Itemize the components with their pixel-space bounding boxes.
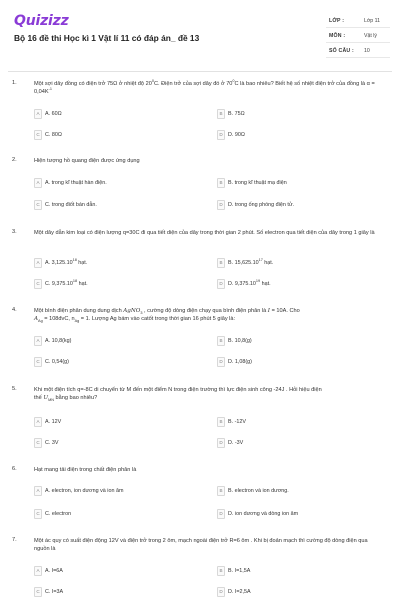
option-text: A. 3,125.10$^{18}$ hạt.: [45, 258, 88, 266]
option-letter-box: D: [217, 438, 225, 448]
meta-row-count: [326, 44, 390, 58]
option-text: A. 10,8(kg): [45, 338, 72, 344]
count-value: 10: [364, 48, 370, 54]
option-letter-box: B: [217, 566, 225, 576]
option-letter-box: B: [217, 258, 225, 268]
question-number: 3.: [12, 229, 17, 235]
option-text: D. 9,375.10$^{19}$ hạt.: [228, 279, 271, 287]
option-text: C. 80Ω: [45, 132, 62, 138]
question-text: [34, 307, 384, 324]
option-letter-box: A: [34, 417, 42, 427]
header-divider: [8, 71, 392, 72]
option-letter-box: D: [217, 509, 225, 519]
option-letter-box: D: [217, 357, 225, 367]
class-value: Lớp 11: [364, 18, 380, 24]
option-letter-box: C: [34, 200, 42, 210]
option-letter-box: C: [34, 509, 42, 519]
quizizz-logo: Quizizz: [14, 13, 69, 29]
option-text: A. 60Ω: [45, 111, 62, 117]
option-c[interactable]: [34, 279, 184, 291]
question-text: [34, 386, 384, 403]
option-a[interactable]: [34, 258, 184, 270]
option-text: C. trong điốt bán dẫn.: [45, 202, 97, 208]
meta-row-class: [326, 14, 390, 28]
option-b[interactable]: [217, 178, 367, 190]
page-title: Bộ 16 đề thi Học kì 1 Vật lí 11 có đáp án_ đề 13: [14, 33, 200, 43]
option-c[interactable]: [34, 200, 184, 212]
option-letter-box: A: [34, 566, 42, 576]
option-text: C. electron: [45, 511, 72, 517]
question-number: 5.: [12, 386, 17, 392]
option-b[interactable]: [217, 566, 367, 578]
worksheet-header: [0, 0, 400, 70]
option-text: A. I=6A: [45, 568, 63, 574]
option-text: C. I=3A: [45, 589, 64, 595]
question-text: Một dây dẫn kim loại có điện lượng q=30C đi qua tiết diện của dây trong thời gian 2 phút. Số electron qua tiết diện của dây trong 1 giây là: [34, 230, 375, 236]
option-letter-box: B: [217, 109, 225, 119]
option-a[interactable]: [34, 178, 184, 190]
option-d[interactable]: [217, 200, 367, 212]
option-letter-box: A: [34, 258, 42, 268]
option-letter-box: D: [217, 200, 225, 210]
option-letter-box: C: [34, 357, 42, 367]
option-b[interactable]: [217, 417, 367, 429]
question-number: 4.: [12, 307, 17, 313]
question-text: Hiện tượng hồ quang điện được ứng dụng: [34, 158, 140, 164]
option-a[interactable]: [34, 486, 184, 498]
question-text-line-1: Một bình điện phân dung dung dịch AgNO$_3$ , cường độ dòng điện chạy qua bình điện phân là I = 10A. Cho: [34, 308, 300, 316]
option-c[interactable]: [34, 357, 184, 369]
option-d[interactable]: [217, 130, 367, 142]
option-letter-box: D: [217, 279, 225, 289]
option-c[interactable]: [34, 130, 184, 142]
option-letter-box: A: [34, 336, 42, 346]
option-text: C. 3V: [45, 440, 59, 446]
option-text: B. electron và ion dương.: [228, 488, 289, 494]
option-letter-box: B: [217, 178, 225, 188]
option-c[interactable]: [34, 438, 184, 450]
option-letter-box: D: [217, 587, 225, 597]
option-text: B. trong kĩ thuật mạ điện: [228, 180, 287, 186]
option-b[interactable]: [217, 486, 367, 498]
option-letter-box: A: [34, 486, 42, 496]
subject-label: MÔN :: [329, 33, 346, 39]
option-letter-box: B: [217, 417, 225, 427]
question-number: 7.: [12, 537, 17, 543]
option-text: B. 10,8(g): [228, 338, 252, 344]
option-letter-box: A: [34, 178, 42, 188]
option-a[interactable]: [34, 566, 184, 578]
option-text: B. -12V: [228, 419, 246, 425]
option-d[interactable]: [217, 279, 367, 291]
option-letter-box: B: [217, 486, 225, 496]
option-text: A. 12V: [45, 419, 62, 425]
option-letter-box: A: [34, 109, 42, 119]
question-number: 2.: [12, 157, 17, 163]
option-text: A. electron, ion dương và ion âm: [45, 488, 124, 494]
option-letter-box: C: [34, 279, 42, 289]
option-text: B. 75Ω: [228, 111, 245, 117]
question-number: 1.: [12, 80, 17, 86]
option-b[interactable]: [217, 258, 367, 270]
class-label: LỚP :: [329, 18, 345, 24]
option-text: B. 15,625.10$^{17}$ hạt.: [228, 258, 274, 266]
option-text: D. I=2,5A: [228, 589, 251, 595]
question-text-line-2: thế $U_{MN}$ bằng bao nhiêu?: [34, 395, 98, 403]
option-d[interactable]: [217, 587, 367, 599]
option-letter-box: C: [34, 438, 42, 448]
option-a[interactable]: [34, 336, 184, 348]
question-text-line-1: Khi một điện tích q=-8C di chuyển từ M đến một điểm N trong điện trường thì lực điện sinh công -24J . Hỏi hiệu điện: [34, 387, 322, 393]
option-text: A. trong kĩ thuật hàn điện.: [45, 180, 107, 186]
option-b[interactable]: [217, 109, 367, 121]
option-letter-box: C: [34, 130, 42, 140]
option-text: D. ion dương và dòng ion âm: [228, 511, 299, 517]
option-a[interactable]: [34, 417, 184, 429]
option-text: D. -3V: [228, 440, 244, 446]
option-letter-box: D: [217, 130, 225, 140]
option-c[interactable]: [34, 587, 184, 599]
option-text: D. trong ống phóng điện tử.: [228, 202, 294, 208]
option-d[interactable]: [217, 438, 367, 450]
option-text: D. 90Ω: [228, 132, 245, 138]
option-letter-box: C: [34, 587, 42, 597]
question-text: Một sợi dây đồng có điện trở 75Ω ở nhiệt độ $20^0C$. Điện trở của sợi dây đó ở $70^0C$ là bao nhiêu? Biết hệ số nhiệt điện trở của đồng là $\alpha = 0,04K^{-1}$: [34, 79, 375, 96]
count-label: SỐ CÂU :: [329, 48, 354, 54]
question-text-line-2: $A_{Ag}$ = 108đvC, $n_{Ag} = 1$. Lượng Ag bám vào catốt trong thời gian 16 phút 5 giây là:: [34, 316, 236, 324]
meta-row-subject: [326, 29, 390, 43]
option-text: B. I=1,5A: [228, 568, 251, 574]
option-a[interactable]: [34, 109, 184, 121]
option-d[interactable]: [217, 509, 367, 521]
option-text: C. 9,375.10$^{18}$ hạt.: [45, 279, 88, 287]
question-number: 6.: [12, 466, 17, 472]
subject-value: Vật lý: [364, 33, 377, 39]
option-text: C. 0,54(g): [45, 359, 69, 365]
option-text: D. 1,08(g): [228, 359, 252, 365]
question-text: Một ác quy có suất điện động 12V và điện trở trong 2 ôm, mạch ngoài điện trở R=6 ôm . Khi bị đoản mạch thì cường độ dòng điện qua nguồn là: [34, 538, 368, 553]
option-letter-box: B: [217, 336, 225, 346]
question-text: Hạt mang tải điện trong chất điện phân là: [34, 467, 137, 473]
option-d[interactable]: [217, 357, 367, 369]
option-c[interactable]: [34, 509, 184, 521]
option-b[interactable]: [217, 336, 367, 348]
